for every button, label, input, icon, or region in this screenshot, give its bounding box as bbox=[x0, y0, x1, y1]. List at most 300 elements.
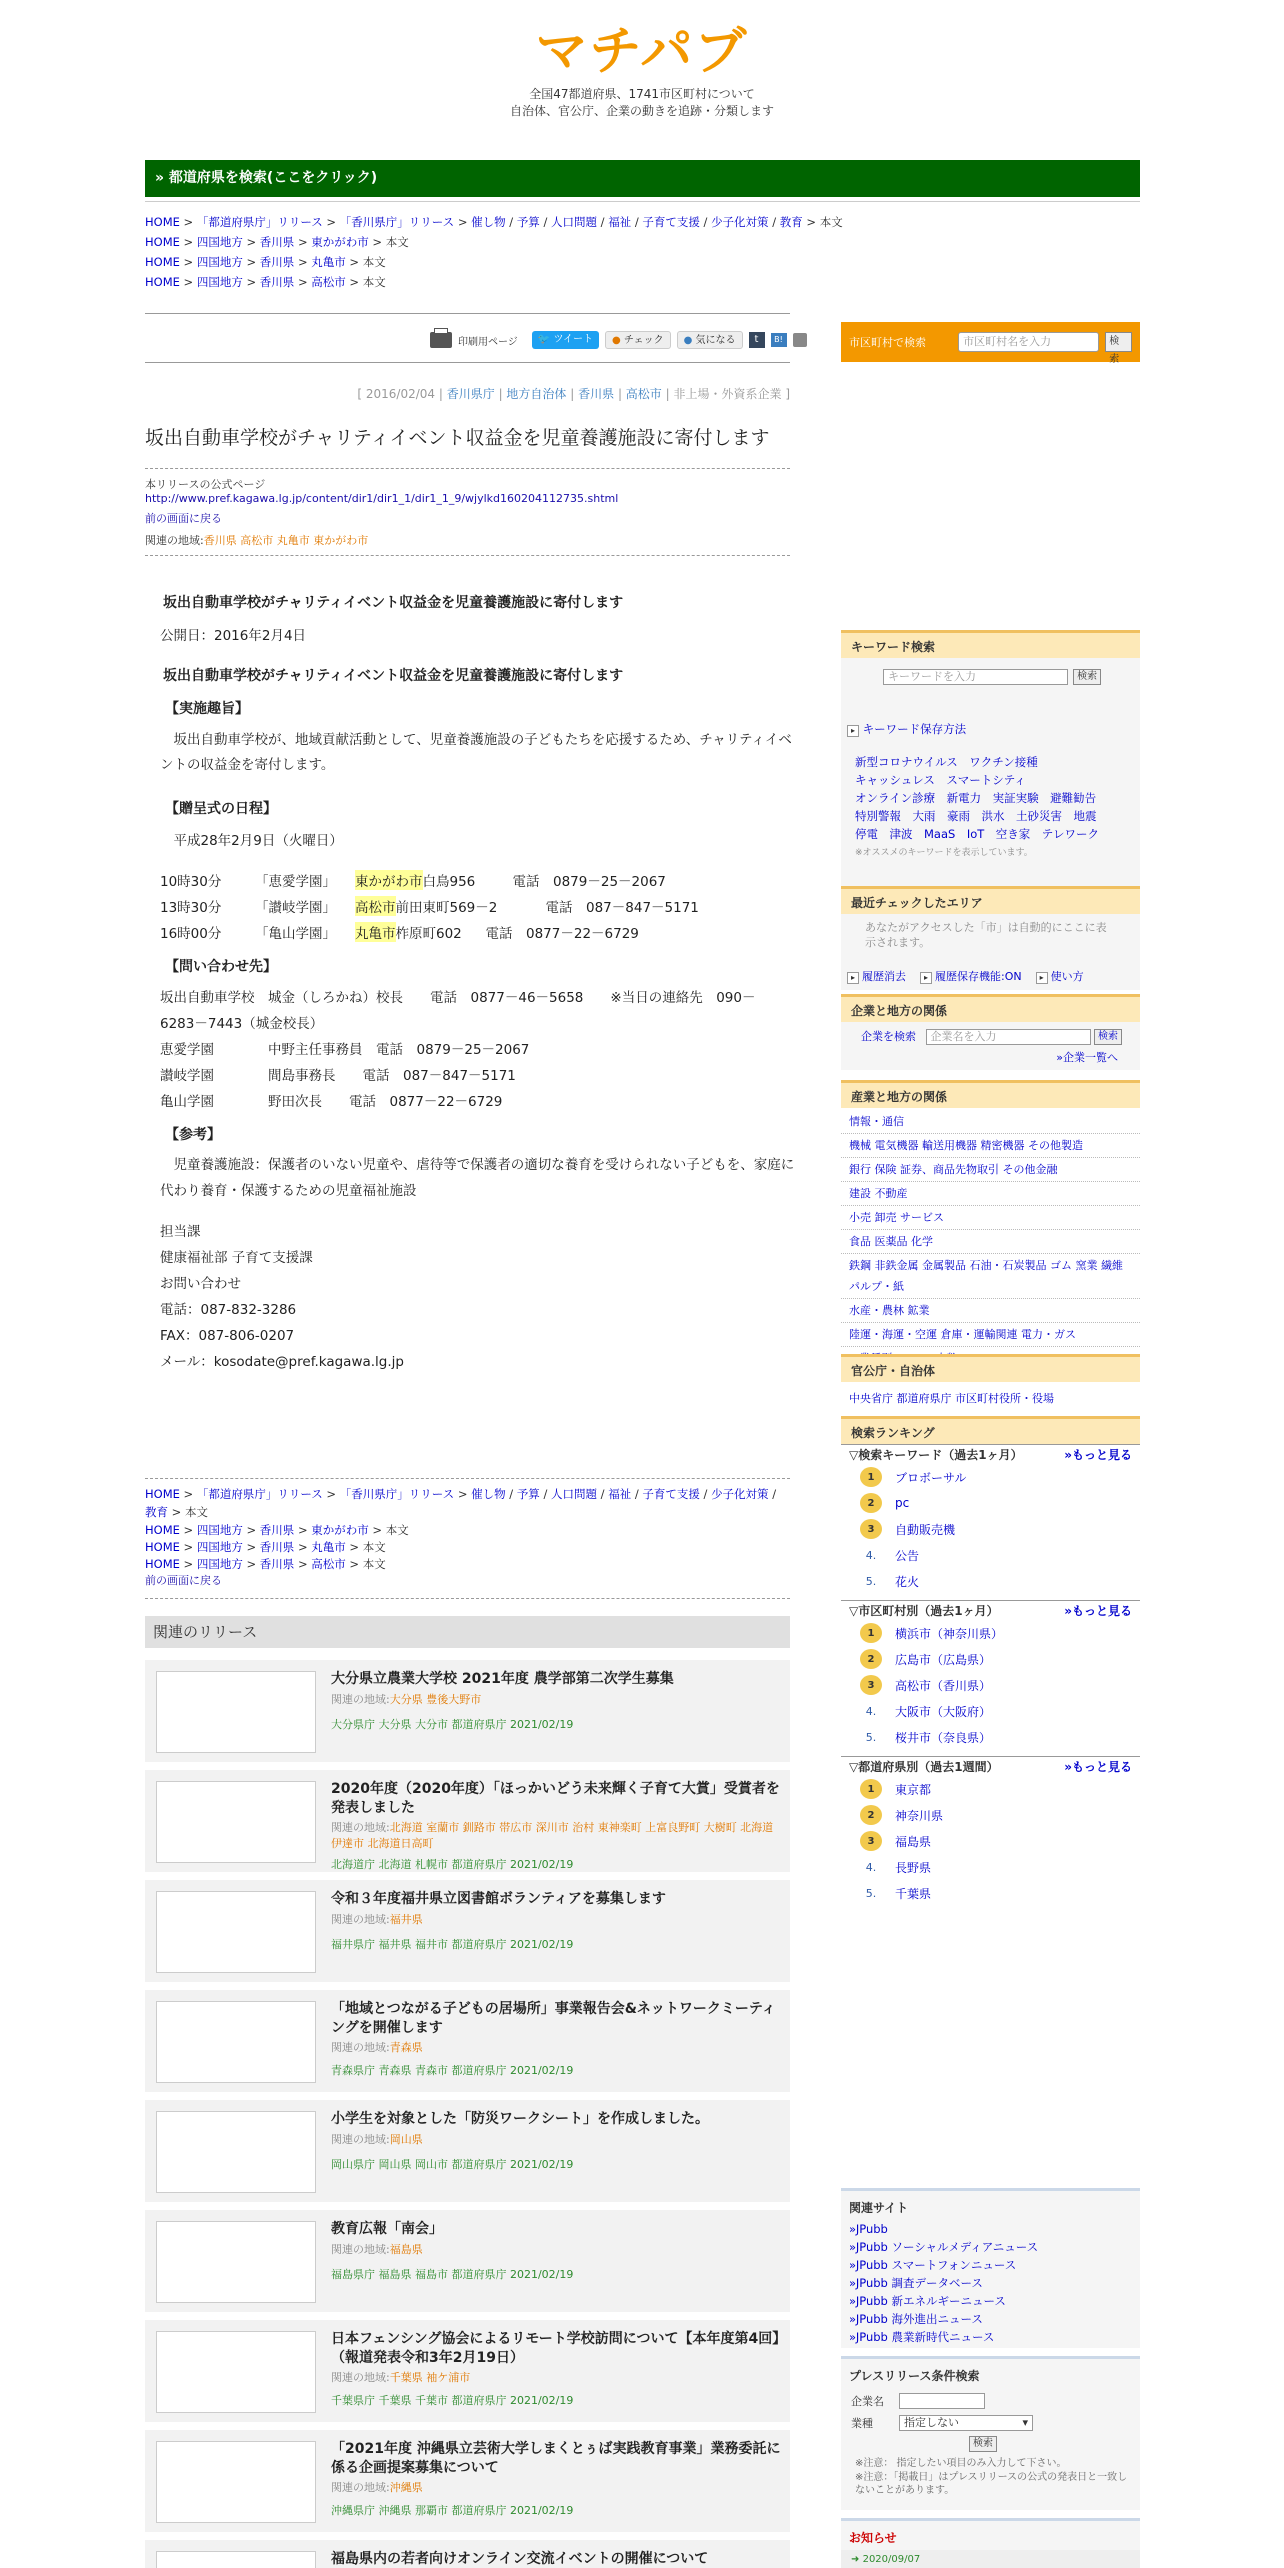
breadcrumb-link[interactable]: 催し物 bbox=[471, 215, 506, 229]
ranking-item[interactable] bbox=[841, 1672, 1140, 1698]
recent-area-link[interactable] bbox=[1036, 968, 1084, 984]
schedule-city: 丸亀市 bbox=[355, 922, 396, 942]
schedule-row bbox=[160, 896, 699, 916]
divider bbox=[145, 362, 790, 363]
schedule-phone: 電話 087－847－5171 bbox=[545, 900, 699, 916]
ranking-item[interactable] bbox=[841, 1828, 1140, 1854]
ranking-item[interactable] bbox=[841, 1542, 1140, 1568]
chevron-down-icon: ▾ bbox=[1022, 2416, 1028, 2429]
schedule-time: 13時30分 bbox=[160, 900, 222, 916]
check-icon: ● bbox=[611, 335, 621, 346]
breadcrumb-current: 本文 bbox=[362, 1540, 386, 1554]
breadcrumb-link[interactable]: 教育 bbox=[779, 215, 803, 229]
meta-tag-link[interactable]: 香川県庁 bbox=[446, 387, 495, 401]
related-thumbnail bbox=[156, 1781, 316, 1863]
breadcrumb-link[interactable]: 福祉 bbox=[608, 215, 632, 229]
breadcrumb: HOME > 「都道府県庁」リリース > 「香川県庁」リリース > 催し物 / 予算 / 人口問題 / 福祉 / 子育て支援 / 少子化対策 / 教育 > 本文 bbox=[145, 1487, 777, 1519]
related-tags[interactable]: 千葉県庁 千葉県 千葉市 都道府県庁 2021/02/19 bbox=[331, 2394, 574, 2407]
related-region-value: 大分県 豊後大野市 bbox=[389, 1693, 482, 1706]
related-tags[interactable]: 福島県庁 福島県 福島市 都道府県庁 2021/02/19 bbox=[331, 2268, 574, 2281]
related-sites-header: 関連サイト bbox=[849, 2201, 909, 2215]
related-region-value: 千葉県 袖ケ浦市 bbox=[389, 2371, 471, 2384]
rank-number bbox=[853, 1519, 889, 1539]
dept-label: 担当課 bbox=[160, 1224, 201, 1240]
breadcrumb-link[interactable]: HOME bbox=[145, 275, 180, 289]
divider bbox=[145, 555, 790, 556]
company-search-button[interactable]: 検索 bbox=[1094, 1029, 1122, 1045]
breadcrumb-current: 本文 bbox=[819, 215, 843, 229]
news-panel bbox=[841, 2518, 1140, 2568]
ranking-item-link[interactable]: pc bbox=[895, 1496, 910, 1510]
ranking-item-link[interactable]: 東京都 bbox=[895, 1782, 932, 1797]
related-thumbnail bbox=[156, 2331, 316, 2413]
related-title[interactable]: 大分県立農業大学校 2021年度 農学部第二次学生募集 bbox=[331, 1671, 674, 1687]
press-note: ※注意：「掲載日」はプレスリリースの公式の発表日と一致しないことがあります。 bbox=[855, 2472, 1128, 2496]
contact-line: 坂出自動車学校 城金（しろかね）校長 電話 0877－46－5658 ※当日の連絡先 090－ bbox=[160, 990, 756, 1006]
official-page-link[interactable]: http://www.pref.kagawa.lg.jp/content/dir1/dir1_1/dir1_1_9/wjylkd160204112735.shtml bbox=[145, 492, 619, 505]
breadcrumb-current: 本文 bbox=[385, 1523, 409, 1537]
phone: 電話：087-832-3286 bbox=[160, 1302, 297, 1318]
schedule-row bbox=[160, 922, 639, 942]
press-search-button[interactable]: 検索 bbox=[969, 2436, 997, 2452]
paragraph: 坂出自動車学校が、地域貢献活動として、児童養護施設の子どもたちを応援するため、チャリティイベントの収益金を寄付します。 bbox=[160, 732, 792, 773]
breadcrumb-link[interactable]: 少子化対策 bbox=[711, 215, 769, 229]
industry-row[interactable]: 鉄鋼 非鉄金属 金属製品 石油・石炭製品 ゴム 窯業 繊維 パルプ・紙 bbox=[841, 1254, 1140, 1299]
paragraph: 平成28年2月9日（火曜日） bbox=[160, 833, 343, 849]
related-item[interactable] bbox=[145, 2430, 790, 2532]
company-panel bbox=[841, 994, 1140, 1070]
content-heading: 坂出自動車学校がチャリティイベント収益金を児童養護施設に寄付します bbox=[163, 595, 624, 611]
related-title[interactable]: 令和３年度福井県立図書館ボランティアを募集します bbox=[331, 1891, 666, 1907]
breadcrumb-link[interactable]: 教育 bbox=[145, 1505, 168, 1519]
gov-links[interactable]: 中央省庁 都道府県庁 市区町村役所・役場 bbox=[849, 1392, 1054, 1405]
related-region bbox=[331, 1820, 781, 1852]
section-heading: 【贈呈式の日程】 bbox=[165, 801, 277, 817]
paragraph: 児童養護施設：保護者のいない児童や、虐待等で保護者の適切な養育を受けられない子どもを、家庭に代わり養育・保護するための児童福祉施設 bbox=[160, 1157, 795, 1199]
rank-number bbox=[853, 1467, 889, 1487]
related-title[interactable]: 日本フェンシング協会によるリモート学校訪問について【本年度第4回】（報道発表令和3年2月19日） bbox=[331, 2331, 780, 2366]
recent-area-panel bbox=[841, 886, 1140, 990]
region-link[interactable]: 高松市 bbox=[240, 534, 277, 547]
related-title[interactable]: 教育広報「南会」 bbox=[331, 2221, 443, 2237]
recent-area-link[interactable] bbox=[920, 968, 1022, 984]
ranking-item[interactable] bbox=[841, 1568, 1140, 1594]
schedule-address: 前田東町569－2 bbox=[395, 900, 498, 916]
meta-tag-link[interactable]: 高松市 bbox=[625, 387, 662, 401]
crown-icon: 2 bbox=[860, 1649, 882, 1669]
ranking-group-title: ▽検索キーワード（過去1ヶ月） bbox=[849, 1448, 1023, 1462]
ranking-item[interactable] bbox=[841, 1854, 1140, 1880]
ranking-item-link[interactable]: 福島県 bbox=[895, 1834, 932, 1849]
rank-number bbox=[853, 1675, 889, 1695]
city-search-input[interactable]: 市区町村名を入力 bbox=[958, 332, 1099, 352]
city-search-box bbox=[841, 322, 1140, 365]
meta-tag: 非上場・外資系企業 bbox=[673, 387, 782, 401]
related-title[interactable]: 「2021年度 沖縄県立芸術大学しまくとぅば実践教育事業」業務委託に係る企画提案募集について bbox=[331, 2441, 781, 2476]
industry-row[interactable]: 機械 電気機器 輸送用機器 精密機器 その他製造 bbox=[841, 1134, 1140, 1158]
breadcrumb-link[interactable]: 香川県 bbox=[259, 1540, 295, 1554]
gov-header: 官公庁・自治体 bbox=[841, 1354, 1140, 1382]
rank-number bbox=[853, 1493, 889, 1513]
ranking-more-link[interactable]: »もっと見る bbox=[1064, 1448, 1132, 1462]
news-header: お知らせ bbox=[849, 2531, 897, 2545]
related-thumbnail bbox=[156, 2001, 316, 2083]
breadcrumb-link[interactable]: 香川県 bbox=[259, 1557, 295, 1571]
breadcrumb-link[interactable]: 「都道府県庁」リリース bbox=[196, 1487, 323, 1501]
breadcrumb-link[interactable]: HOME bbox=[145, 235, 180, 249]
breadcrumb-link[interactable]: 福祉 bbox=[608, 1487, 632, 1501]
ranking-panel bbox=[841, 1416, 1140, 1934]
back-link[interactable]: 前の画面に戻る bbox=[145, 1574, 222, 1587]
press-note: ※注意： 指定したい項目のみ入力して下さい。 bbox=[855, 2458, 1067, 2469]
related-item[interactable] bbox=[145, 2210, 790, 2312]
related-site-link[interactable]: »JPubb 調査データベース bbox=[849, 2276, 983, 2290]
breadcrumb-link[interactable]: 四国地方 bbox=[196, 235, 243, 249]
related-region bbox=[331, 2242, 781, 2258]
divider bbox=[145, 1598, 790, 1599]
bookmark-icon[interactable]: B! bbox=[771, 333, 787, 347]
breadcrumb-link[interactable]: 人口問題 bbox=[551, 1487, 597, 1501]
fax: FAX：087-806-0207 bbox=[160, 1328, 295, 1344]
schedule-address: 柞原町602 bbox=[395, 926, 462, 942]
breadcrumb-link[interactable]: 四国地方 bbox=[196, 1540, 243, 1554]
rank-number bbox=[853, 1731, 889, 1744]
ranking-item-link[interactable]: 公告 bbox=[895, 1548, 920, 1563]
related-region-value: 北海道 室蘭市 釧路市 帯広市 深川市 治村 東神楽町 上富良野町 大樹町 北海道伊達市 北海道日高町 bbox=[331, 1821, 774, 1850]
related-site-link[interactable]: »JPubb bbox=[849, 2222, 888, 2236]
ranking-item-link[interactable]: 横浜市（神奈川県） bbox=[895, 1626, 1004, 1641]
rank-number bbox=[853, 1705, 889, 1718]
breadcrumb-link[interactable]: 丸亀市 bbox=[311, 1540, 346, 1554]
keyword-save-link[interactable]: ▸ キーワード保存方法 bbox=[841, 685, 1140, 737]
related-item[interactable] bbox=[145, 1880, 790, 1982]
related-thumbnail bbox=[156, 2221, 316, 2303]
section-heading: 【参考】 bbox=[165, 1127, 221, 1143]
share-icon[interactable] bbox=[793, 333, 807, 347]
ranking-item[interactable] bbox=[841, 1646, 1140, 1672]
industry-select[interactable]: 指定しない ▾ bbox=[899, 2415, 1033, 2431]
related-sites-panel bbox=[841, 2188, 1140, 2348]
related-site-link[interactable]: »JPubb 海外進出ニュース bbox=[849, 2312, 983, 2326]
breadcrumb-link[interactable]: HOME bbox=[145, 1523, 180, 1537]
official-page-label: 本リリースの公式ページ bbox=[145, 478, 266, 491]
breadcrumb-link[interactable]: 「香川県庁」リリース bbox=[339, 1487, 455, 1501]
industry-panel bbox=[841, 1080, 1140, 1348]
keyword-row[interactable]: オンライン診療 新電力 実証実験 避難勧告 bbox=[855, 791, 1097, 805]
breadcrumb-link[interactable]: HOME bbox=[145, 1540, 180, 1554]
ranking-item-link[interactable]: 広島市（広島県） bbox=[895, 1652, 992, 1667]
rank-number-text: 4. bbox=[865, 1860, 877, 1874]
prefecture-search-bar[interactable]: » 都道府県を検索(ここをクリック) bbox=[145, 160, 1140, 197]
spacer bbox=[841, 1906, 1140, 1912]
company-name-input[interactable] bbox=[899, 2393, 985, 2409]
region-label: 関連の地域: bbox=[145, 534, 204, 547]
breadcrumb-link[interactable]: 少子化対策 bbox=[711, 1487, 769, 1501]
related-title[interactable]: 「地域とつながる子どもの居場所」事業報告会&ネットワークミーティングを開催します bbox=[331, 2001, 776, 2036]
breadcrumb-link[interactable]: 「香川県庁」リリース bbox=[339, 215, 455, 229]
ranking-item[interactable] bbox=[841, 1724, 1140, 1750]
related-thumbnail bbox=[156, 2441, 316, 2523]
schedule-city: 高松市 bbox=[355, 896, 396, 916]
industry-row[interactable]: 銀行 保険 証券、商品先物取引 その他金融 bbox=[841, 1158, 1140, 1182]
printer-icon[interactable] bbox=[430, 332, 452, 348]
schedule-phone: 電話 0877－22－6729 bbox=[485, 926, 639, 942]
related-region bbox=[331, 2370, 781, 2386]
related-tags[interactable]: 北海道庁 北海道 札幌市 都道府県庁 2021/02/19 bbox=[331, 1858, 574, 1871]
breadcrumb-link[interactable]: 「都道府県庁」リリース bbox=[196, 215, 323, 229]
industry-row[interactable]: 小売 卸売 サービス bbox=[841, 1206, 1140, 1230]
breadcrumb-link[interactable]: 四国地方 bbox=[196, 275, 243, 289]
rank-number bbox=[853, 1575, 889, 1588]
section-heading: 【問い合わせ先】 bbox=[165, 959, 277, 975]
like-button[interactable] bbox=[677, 331, 743, 349]
breadcrumb-link[interactable]: 高松市 bbox=[311, 275, 346, 289]
ranking-item-link[interactable]: 神奈川県 bbox=[895, 1808, 944, 1823]
ranking-item[interactable] bbox=[841, 1464, 1140, 1490]
ranking-item-link[interactable]: 花火 bbox=[895, 1574, 920, 1589]
keyword-search-button[interactable]: 検索 bbox=[1073, 669, 1101, 685]
tweet-button[interactable] bbox=[532, 331, 599, 349]
recent-area-note: あなたがアクセスした「市」は自動的にここに表示されます。 bbox=[865, 921, 1107, 949]
breadcrumb-link[interactable]: 四国地方 bbox=[196, 1557, 243, 1571]
related-region bbox=[331, 2040, 781, 2056]
share-toolbar bbox=[430, 328, 807, 352]
rank-number bbox=[853, 1623, 889, 1643]
keyword-row[interactable]: 特別警報 大雨 豪雨 洪水 土砂災害 地震 bbox=[855, 809, 1097, 823]
rank-number bbox=[853, 1831, 889, 1851]
related-item[interactable] bbox=[145, 2100, 790, 2202]
schedule-time: 10時30分 bbox=[160, 874, 222, 890]
region-link[interactable]: 香川県 bbox=[203, 534, 241, 547]
industry-header: 産業と地方の関係 bbox=[841, 1080, 1140, 1108]
recent-area-link-label: 使い方 bbox=[1050, 970, 1084, 983]
related-site-link[interactable]: »JPubb ソーシャルメディアニュース bbox=[849, 2240, 1039, 2254]
ranking-item-link[interactable]: 大阪市（大阪府） bbox=[895, 1704, 992, 1719]
press-search-header: プレスリリース条件検索 bbox=[849, 2369, 980, 2383]
arrow-icon: ▸ bbox=[847, 725, 859, 737]
ranking-group-title: ▽市区町村別（過去1ヶ月） bbox=[849, 1604, 999, 1618]
ranking-item-link[interactable]: 長野県 bbox=[895, 1860, 932, 1875]
ranking-item[interactable] bbox=[841, 1776, 1140, 1802]
ranking-item-link[interactable]: ブロボーサル bbox=[895, 1470, 967, 1485]
breadcrumb-link[interactable]: 東かがわ市 bbox=[311, 235, 369, 249]
rank-number-text: 5. bbox=[865, 1886, 877, 1900]
breadcrumb-link[interactable]: 四国地方 bbox=[196, 255, 243, 269]
rank-number bbox=[853, 1805, 889, 1825]
schedule-facility: 「亀山学園」 bbox=[255, 926, 336, 942]
site-logo[interactable]: マチパブ bbox=[535, 22, 749, 82]
breadcrumb-link[interactable]: 人口問題 bbox=[551, 215, 597, 229]
related-tags[interactable]: 青森県庁 青森県 青森市 都道府県庁 2021/02/19 bbox=[331, 2064, 574, 2077]
page-title: 坂出自動車学校がチャリティイベント収益金を児童養護施設に寄付します bbox=[145, 427, 770, 449]
breadcrumb-link[interactable]: 予算 bbox=[516, 215, 540, 229]
contact-line: 讃岐学園 間島事務長 電話 087－847－5171 bbox=[160, 1068, 516, 1084]
related-tags[interactable]: 福井県庁 福井県 福井市 都道府県庁 2021/02/19 bbox=[331, 1938, 574, 1951]
recent-area-header: 最近チェックしたエリア bbox=[841, 886, 1140, 914]
ranking-item[interactable] bbox=[841, 1802, 1140, 1828]
contact-line: 6283－7443（城金校長） bbox=[160, 1016, 324, 1032]
ranking-item-link[interactable]: 高松市（香川県） bbox=[895, 1678, 992, 1693]
ranking-item[interactable] bbox=[841, 1516, 1140, 1542]
ranking-item-link[interactable]: 千葉県 bbox=[895, 1886, 932, 1901]
contact-line: 恵愛学園 中野主任事務員 電話 0879－25－2067 bbox=[160, 1042, 530, 1058]
print-page-link[interactable]: 印刷用ページ bbox=[458, 336, 518, 348]
back-link[interactable]: 前の画面に戻る bbox=[145, 512, 222, 525]
company-list-link[interactable]: »企業一覧へ bbox=[1056, 1051, 1118, 1064]
breadcrumb-link[interactable]: HOME bbox=[145, 255, 180, 269]
related-region-label: 関連の地域: bbox=[331, 1693, 390, 1706]
ranking-item[interactable] bbox=[841, 1698, 1140, 1724]
ranking-item[interactable] bbox=[841, 1880, 1140, 1906]
breadcrumb-link[interactable]: 子育て支援 bbox=[642, 215, 700, 229]
news-item[interactable]: ➜ 2020/09/07 bbox=[841, 2550, 1140, 2568]
industry-row[interactable]: 建設 不動産 bbox=[841, 1182, 1140, 1206]
related-item[interactable] bbox=[145, 1660, 790, 1762]
tumblr-icon[interactable]: t bbox=[749, 332, 765, 348]
crown-icon: 2 bbox=[860, 1805, 882, 1825]
company-name-label: 企業名 bbox=[851, 2395, 884, 2408]
related-region-label: 関連の地域: bbox=[331, 2243, 390, 2256]
keyword-input[interactable]: キーワードを入力 bbox=[883, 669, 1068, 685]
crown-icon: 1 bbox=[860, 1779, 882, 1799]
keyword-row[interactable]: 停電 津波 MaaS IoT 空き家 テレワーク bbox=[855, 827, 1100, 841]
breadcrumb-link[interactable]: 東かがわ市 bbox=[311, 1523, 369, 1537]
related-site-link[interactable]: »JPubb 農業新時代ニュース bbox=[849, 2330, 995, 2344]
schedule-phone: 電話 0879－25－2067 bbox=[512, 874, 666, 890]
schedule-facility: 「恵愛学園」 bbox=[255, 874, 336, 890]
breadcrumb-link[interactable]: HOME bbox=[145, 215, 180, 229]
check-button[interactable] bbox=[605, 331, 671, 349]
company-input[interactable]: 企業名を入力 bbox=[926, 1029, 1091, 1045]
related-region-label: 関連の地域: bbox=[331, 1913, 390, 1926]
related-region bbox=[331, 2480, 781, 2496]
related-region-label: 関連の地域: bbox=[331, 1821, 390, 1834]
breadcrumb-link[interactable]: 香川県 bbox=[259, 255, 295, 269]
ranking-more-link[interactable]: »もっと見る bbox=[1064, 1604, 1132, 1618]
ranking-group-header bbox=[841, 1756, 1140, 1776]
crown-icon: 3 bbox=[860, 1519, 882, 1539]
related-item[interactable] bbox=[145, 2540, 790, 2568]
breadcrumb-link[interactable]: 催し物 bbox=[471, 1487, 506, 1501]
related-title[interactable]: 2020年度（2020年度）「ほっかいどう未来輝く子育て大賞」受賞者を発表しました bbox=[331, 1781, 780, 1816]
crown-icon: 3 bbox=[860, 1675, 882, 1695]
related-site-link[interactable]: »JPubb スマートフォンニュース bbox=[849, 2258, 1017, 2272]
related-thumbnail bbox=[156, 2111, 316, 2193]
breadcrumb-link[interactable]: 高松市 bbox=[311, 1557, 346, 1571]
divider bbox=[145, 201, 1140, 202]
arrow-icon: ▸ bbox=[1036, 972, 1048, 984]
email: メール：kosodate@pref.kagawa.lg.jp bbox=[160, 1354, 404, 1370]
city-search-button[interactable]: 検索 bbox=[1105, 332, 1132, 352]
rank-number bbox=[853, 1861, 889, 1874]
breadcrumb: HOME > 四国地方 > 香川県 > 丸亀市 > 本文 bbox=[145, 1540, 386, 1554]
recent-area-link-label: 履歴消去 bbox=[862, 970, 906, 983]
related-item[interactable] bbox=[145, 2320, 790, 2422]
industry-row[interactable]: 情報・通信 bbox=[841, 1110, 1140, 1134]
related-releases-header: 関連のリリース bbox=[145, 1616, 790, 1648]
schedule-address: 白鳥956 bbox=[422, 874, 476, 890]
breadcrumb: HOME > 四国地方 > 香川県 > 高松市 > 本文 bbox=[145, 1557, 386, 1571]
schedule-row bbox=[160, 870, 666, 890]
ranking-item[interactable] bbox=[841, 1490, 1140, 1516]
breadcrumb-link[interactable]: HOME bbox=[145, 1487, 180, 1501]
recent-area-link[interactable] bbox=[847, 968, 906, 984]
recent-area-link-label: 履歴保存機能:ON bbox=[935, 970, 1022, 983]
related-title[interactable]: 福島県内の若者向けオンライン交流イベントの開催について bbox=[331, 2551, 709, 2567]
breadcrumb-link[interactable]: HOME bbox=[145, 1557, 180, 1571]
related-item[interactable] bbox=[145, 1990, 790, 2092]
schedule-city: 東かがわ市 bbox=[355, 870, 423, 890]
city-search-label: 市区町村で検索 bbox=[849, 336, 926, 349]
breadcrumb-current: 本文 bbox=[362, 1557, 386, 1571]
ranking-item[interactable] bbox=[841, 1620, 1140, 1646]
related-item[interactable] bbox=[145, 1770, 790, 1872]
breadcrumb-link[interactable]: 四国地方 bbox=[196, 1523, 243, 1537]
rank-number bbox=[853, 1649, 889, 1669]
related-title[interactable]: 小学生を対象とした「防災ワークシート」を作成しました。 bbox=[331, 2111, 709, 2127]
related-region bbox=[331, 1912, 781, 1928]
related-tags[interactable]: 沖縄県庁 沖縄県 那覇市 都道府県庁 2021/02/19 bbox=[331, 2504, 574, 2517]
breadcrumb-link[interactable]: 子育て支援 bbox=[642, 1487, 700, 1501]
related-site-link[interactable]: »JPubb 新エネルギーニュース bbox=[849, 2294, 1006, 2308]
breadcrumb-link[interactable]: 丸亀市 bbox=[311, 255, 346, 269]
breadcrumb-link[interactable]: 香川県 bbox=[259, 1523, 295, 1537]
rank-number-text: 5. bbox=[865, 1730, 877, 1744]
related-region-value: 沖縄県 bbox=[389, 2481, 423, 2494]
ranking-item-link[interactable]: 自動販売機 bbox=[895, 1522, 956, 1537]
keyword-row[interactable]: キャッシュレス スマートシティ bbox=[855, 773, 1026, 787]
industry-row[interactable]: 水産・農林 鉱業 bbox=[841, 1299, 1140, 1323]
related-tags[interactable]: 大分県庁 大分県 大分市 都道府県庁 2021/02/19 bbox=[331, 1718, 574, 1731]
content-subheading: 坂出自動車学校がチャリティイベント収益金を児童養護施設に寄付します bbox=[163, 668, 624, 684]
rank-number bbox=[853, 1887, 889, 1900]
section-heading: 【実施趣旨】 bbox=[165, 701, 249, 717]
related-region-label: 関連の地域: bbox=[331, 2133, 390, 2146]
article-meta: [ 2016/02/04 | 香川県庁 | 地方自治体 | 香川県 | 高松市 | 非上場・外資系企業 ] bbox=[357, 387, 790, 401]
breadcrumb-link[interactable]: 香川県 bbox=[259, 235, 295, 249]
rank-number-text: 4. bbox=[865, 1704, 877, 1718]
keyword-search-panel bbox=[841, 630, 1140, 898]
related-regions bbox=[145, 533, 368, 549]
breadcrumb-link[interactable]: 予算 bbox=[516, 1487, 540, 1501]
schedule-facility: 「讃岐学園」 bbox=[255, 900, 336, 916]
related-tags[interactable]: 岡山県庁 岡山県 岡山市 都道府県庁 2021/02/19 bbox=[331, 2158, 574, 2171]
meta-tag-link[interactable]: 香川県 bbox=[578, 387, 615, 401]
like-icon: ● bbox=[683, 335, 693, 346]
rank-number-text: 5. bbox=[865, 1574, 877, 1588]
related-thumbnail bbox=[156, 1891, 316, 1973]
crown-icon: 2 bbox=[860, 1493, 882, 1513]
crown-icon: 1 bbox=[860, 1467, 882, 1487]
ranking-item-link[interactable]: 桜井市（奈良県） bbox=[895, 1730, 992, 1745]
keyword-search-header: キーワード検索 bbox=[841, 630, 1140, 658]
related-region bbox=[331, 2132, 781, 2148]
industry-row[interactable]: 陸運・海運・空運 倉庫・運輸関連 電力・ガス bbox=[841, 1323, 1140, 1347]
meta-tag-link[interactable]: 地方自治体 bbox=[506, 387, 567, 401]
breadcrumb-current: 本文 bbox=[362, 255, 386, 269]
breadcrumb-link[interactable]: 香川県 bbox=[259, 275, 295, 289]
ranking-more-link[interactable]: »もっと見る bbox=[1064, 1760, 1132, 1774]
crown-icon: 1 bbox=[860, 1623, 882, 1643]
contact-line: 亀山学園 野田次長 電話 0877－22－6729 bbox=[160, 1094, 503, 1110]
region-link[interactable]: 丸亀市 bbox=[276, 534, 314, 547]
region-link[interactable]: 東かがわ市 bbox=[313, 534, 369, 547]
breadcrumb: HOME > 「都道府県庁」リリース > 「香川県庁」リリース > 催し物 / 予算 / 人口問題 / 福祉 / 子育て支援 / 少子化対策 / 教育 > 本文 bbox=[145, 215, 843, 229]
crown-icon: 3 bbox=[860, 1831, 882, 1851]
company-search-label: 企業を検索 bbox=[861, 1030, 916, 1043]
industry-row[interactable]: 食品 医薬品 化学 bbox=[841, 1230, 1140, 1254]
keyword-row[interactable]: 新型コロナウイルス ワクチン接種 bbox=[855, 755, 1038, 769]
